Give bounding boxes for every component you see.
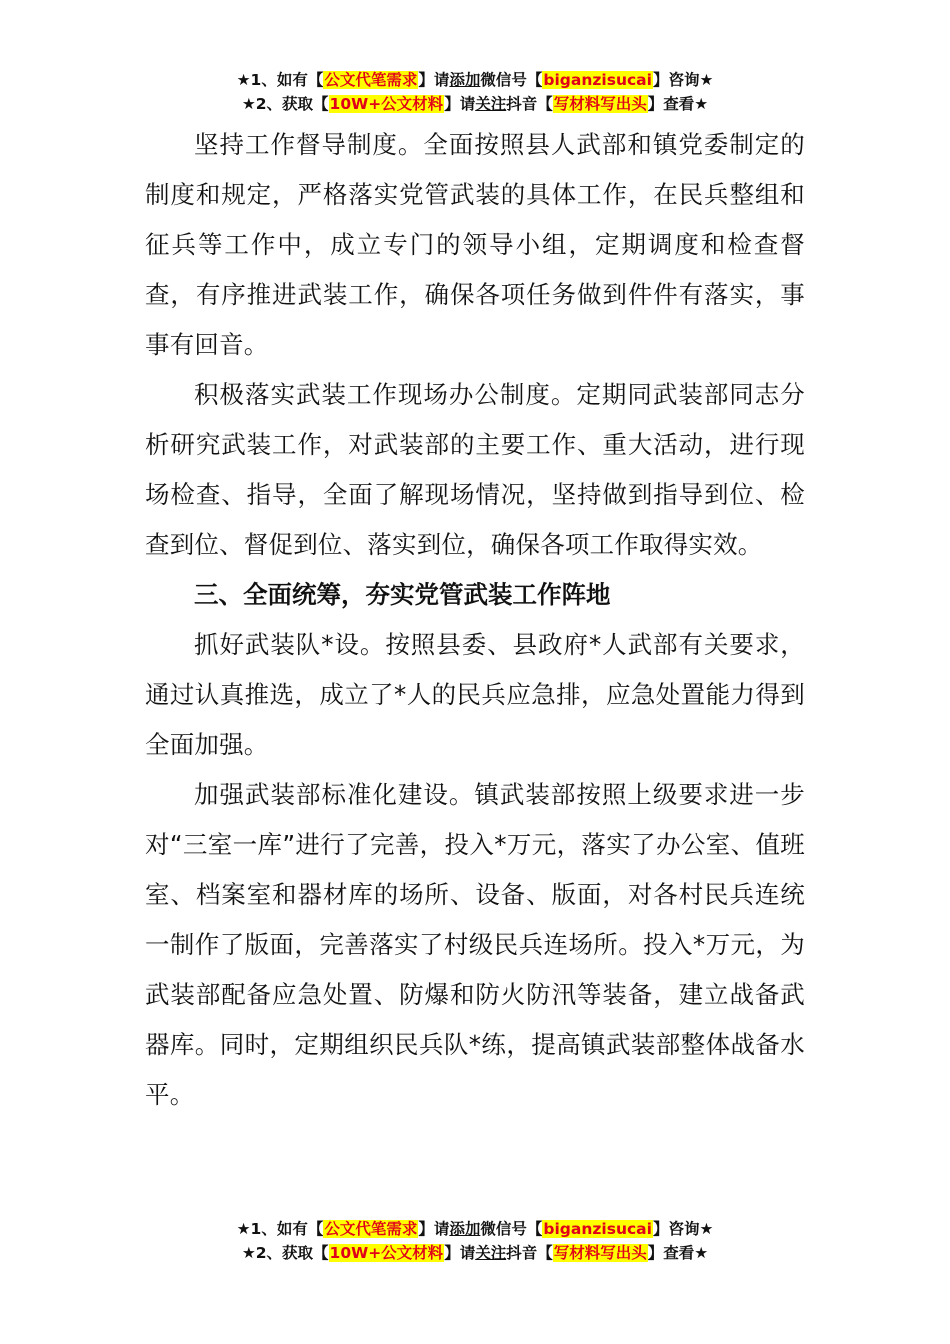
- banner-text: 】请: [418, 71, 450, 89]
- banner-highlight: 公文代笔需求: [324, 1220, 418, 1238]
- banner-text: 】查看★: [647, 95, 709, 113]
- banner-text: ★1、如有【: [236, 1220, 324, 1238]
- banner-line-1: [0, 68, 950, 92]
- banner-line-1: [0, 1217, 950, 1241]
- footer-banner: [0, 1217, 950, 1265]
- banner-highlight: 10W+公文材料: [329, 95, 444, 113]
- banner-text: 微信号【: [480, 1220, 543, 1238]
- banner-line-2: [0, 1241, 950, 1265]
- paragraph: 坚持工作督导制度。全面按照县人武部和镇党委制定的制度和规定，严格落实党管武装的具体工作，在民兵整组和征兵等工作中，成立专门的领导小组，定期调度和检查督查，有序推进武装工作，确保各项任务做到件件有落实，事事有回音。: [145, 130, 805, 359]
- banner-text: ★1、如有【: [236, 71, 324, 89]
- banner-text: 】咨询★: [652, 71, 714, 89]
- banner-highlight: 10W+公文材料: [329, 1244, 444, 1262]
- paragraph: 加强武装部标准化建设。镇武装部按照上级要求进一步对“三室一库”进行了完善，投入*万元，落实了办公室、值班室、档案室和器材库的场所、设备、版面，对各村民兵连统一制作了版面，完善落实了村级民兵连场所。投入*万元，为武装部配备应急处置、防爆和防火防汛等装备，建立战备武器库。同时，定期组织民兵队*练，提高镇武装部整体战备水平。: [145, 780, 805, 1109]
- banner-text: 抖音【: [506, 1244, 553, 1262]
- banner-text: ★2、获取【: [241, 95, 329, 113]
- banner-text: 抖音【: [506, 95, 553, 113]
- banner-underlined: 关注: [475, 95, 507, 113]
- banner-highlight: 公文代笔需求: [324, 71, 418, 89]
- banner-underlined: 添加: [449, 71, 481, 89]
- banner-text: 微信号【: [480, 71, 543, 89]
- banner-line-2: [0, 92, 950, 116]
- banner-highlight: biganzisucai: [543, 1220, 652, 1238]
- banner-highlight: 写材料写出头: [553, 1244, 647, 1262]
- banner-text: 】请: [418, 1220, 450, 1238]
- banner-text: 】咨询★: [652, 1220, 714, 1238]
- paragraph: 积极落实武装工作现场办公制度。定期同武装部同志分析研究武装工作，对武装部的主要工作、重大活动，进行现场检查、指导，全面了解现场情况，坚持做到指导到位、检查到位、督促到位、落实到位，确保各项工作取得实效。: [145, 380, 805, 559]
- banner-highlight: 写材料写出头: [553, 95, 647, 113]
- banner-highlight: biganzisucai: [543, 71, 652, 89]
- section-heading: 三、全面统筹，夯实党管武装工作阵地: [194, 580, 611, 609]
- paragraph: 抓好武装队*设。按照县委、县政府*人武部有关要求，通过认真推选，成立了*人的民兵应急排，应急处置能力得到全面加强。: [145, 630, 805, 759]
- header-banner: [0, 68, 950, 116]
- document-body: [145, 120, 805, 1120]
- banner-underlined: 添加: [449, 1220, 481, 1238]
- banner-text: 】请: [444, 1244, 476, 1262]
- banner-text: ★2、获取【: [241, 1244, 329, 1262]
- banner-underlined: 关注: [475, 1244, 507, 1262]
- banner-text: 】查看★: [647, 1244, 709, 1262]
- banner-text: 】请: [444, 95, 476, 113]
